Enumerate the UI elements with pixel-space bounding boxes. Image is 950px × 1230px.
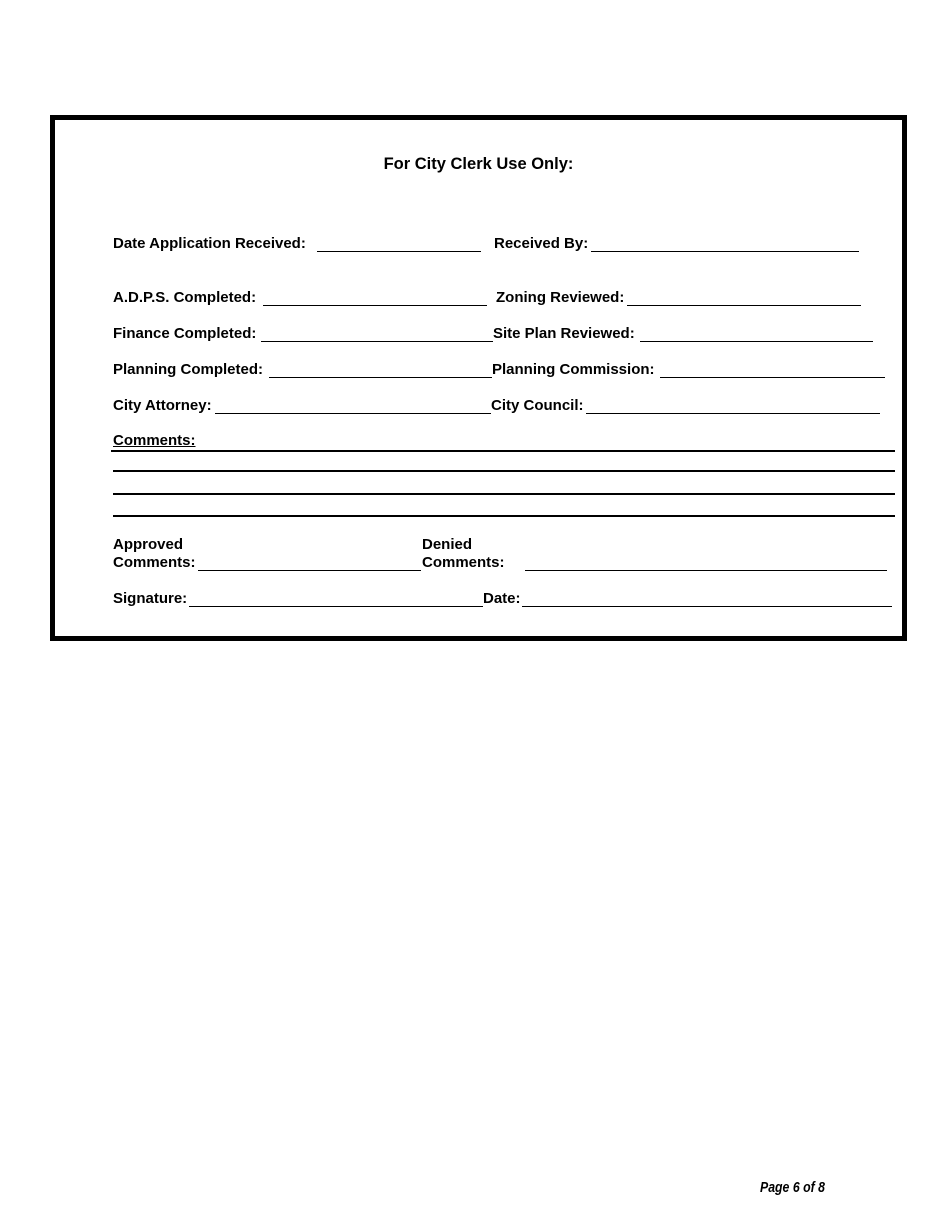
planning-commission-field[interactable] — [660, 377, 885, 378]
site-plan-reviewed-label: Site Plan Reviewed: — [493, 325, 635, 342]
city-attorney-label: City Attorney: — [113, 397, 212, 414]
denied-comments-label: Comments: — [422, 554, 505, 571]
form-title: For City Clerk Use Only: — [383, 155, 574, 173]
planning-completed-field[interactable] — [269, 377, 492, 378]
adps-completed-label: A.D.P.S. Completed: — [113, 289, 257, 306]
comments-label: Comments: — [113, 432, 196, 449]
zoning-reviewed-label: Zoning Reviewed: — [496, 289, 625, 306]
date-application-received-label: Date Application Received: — [113, 235, 306, 252]
signature-field[interactable] — [189, 606, 483, 607]
planning-completed-label: Planning Completed: — [113, 361, 263, 378]
comments-line-2[interactable] — [113, 470, 895, 472]
city-council-field[interactable] — [586, 413, 880, 414]
date-label: Date: — [483, 590, 521, 607]
page-number: Page 6 of 8 — [760, 1179, 825, 1196]
site-plan-reviewed-field[interactable] — [640, 341, 873, 342]
city-clerk-form — [50, 115, 907, 641]
finance-completed-field[interactable] — [261, 341, 493, 342]
comments-line-3[interactable] — [113, 493, 895, 495]
city-attorney-field[interactable] — [215, 413, 491, 414]
comments-line-4[interactable] — [113, 515, 895, 517]
finance-completed-label: Finance Completed: — [113, 325, 257, 342]
received-by-label: Received By: — [494, 235, 589, 252]
city-council-label: City Council: — [491, 397, 584, 414]
zoning-reviewed-field[interactable] — [627, 305, 861, 306]
signature-label: Signature: — [113, 590, 188, 607]
planning-commission-label: Planning Commission: — [492, 361, 655, 378]
denied-comments-field[interactable] — [525, 570, 887, 571]
received-by-field[interactable] — [591, 251, 859, 252]
adps-completed-field[interactable] — [263, 305, 487, 306]
date-field[interactable] — [522, 606, 892, 607]
date-application-received-field[interactable] — [317, 251, 481, 252]
approved-comments-field[interactable] — [198, 570, 421, 571]
approved-comments-label: Comments: — [113, 554, 196, 571]
denied-label: Denied — [422, 536, 473, 553]
comments-line-1[interactable] — [111, 450, 895, 452]
approved-label: Approved — [113, 536, 184, 553]
